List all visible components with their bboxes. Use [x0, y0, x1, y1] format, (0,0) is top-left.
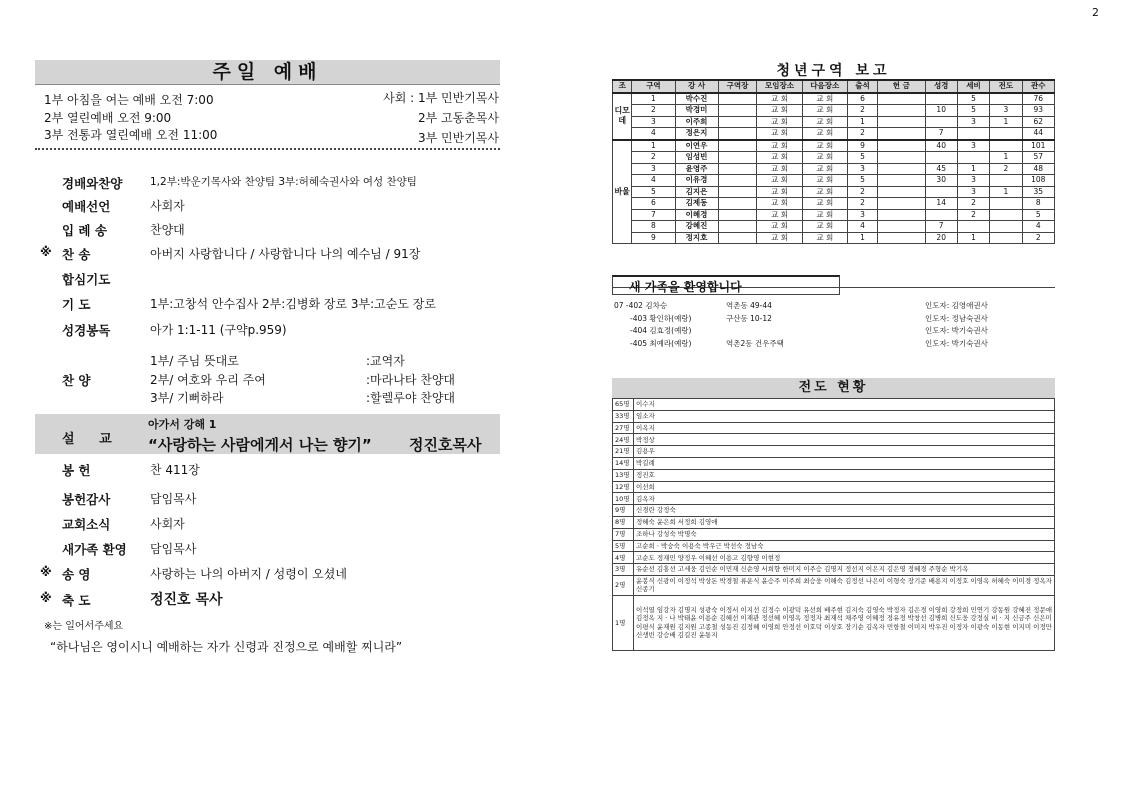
- report-cell: 1: [957, 163, 989, 175]
- report-cell: [990, 198, 1022, 210]
- order-text: 1부:고창석 안수집사 2부:김병화 장로 3부:고순도 장로: [150, 297, 436, 311]
- welcome-name: -404 김효정(예랑): [630, 326, 692, 335]
- report-cell: 2: [632, 152, 675, 164]
- report-cell: 이혜경: [675, 209, 718, 221]
- report-cell: 48: [1022, 163, 1054, 175]
- welcome-name: -403 황인하(예랑): [630, 314, 692, 323]
- order-label: 봉 헌: [62, 463, 91, 478]
- report-cell: 교 회: [802, 140, 847, 152]
- report-cell: 교 회: [757, 198, 802, 210]
- praise-item: 1부/ 주님 뜻대로: [150, 354, 239, 368]
- report-cell: 교 회: [802, 232, 847, 244]
- report-cell: 정지호: [675, 232, 718, 244]
- worship-title: 주일 예배: [35, 60, 500, 85]
- report-cell: [878, 186, 925, 198]
- report-cell: [718, 163, 757, 175]
- order-text: 사회자: [150, 199, 185, 213]
- scripture-quote: “하나님은 영이시니 예배하는 자가 신령과 진정으로 예배할 찌니라”: [50, 640, 403, 654]
- report-cell: 1: [990, 116, 1022, 128]
- report-cell: 교 회: [757, 186, 802, 198]
- report-cell: 9: [632, 232, 675, 244]
- report-cell: 57: [1022, 152, 1054, 164]
- host-3: 3부 민반기목사: [417, 131, 499, 145]
- praise-item: 2부/ 여호와 우리 주여: [150, 373, 266, 387]
- report-cell: 교 회: [802, 175, 847, 187]
- report-cell: 교 회: [802, 93, 847, 105]
- report-cell: 1: [990, 186, 1022, 198]
- report-cell: [957, 221, 989, 233]
- welcome-guide: 인도자: 박기숙권사: [925, 339, 988, 348]
- report-cell: 임성빈: [675, 152, 718, 164]
- report-cell: [957, 152, 989, 164]
- welcome-name: -405 최예라(예랑): [630, 339, 692, 348]
- praise-by: :마라나타 찬양대: [366, 373, 456, 387]
- page-number: 2: [1092, 6, 1099, 19]
- report-header-cell: 전도: [990, 80, 1022, 93]
- report-cell: 교 회: [757, 128, 802, 140]
- order-text: 아버지 사랑합니다 / 사랑합니다 나의 예수님 / 91장: [150, 247, 421, 261]
- report-cell: [878, 105, 925, 117]
- report-row: [613, 105, 1055, 117]
- host-1: 사회 : 1부 민반기목사: [383, 91, 499, 105]
- evangelism-count: 9명: [613, 505, 634, 517]
- report-cell: 14: [925, 198, 957, 210]
- report-cell: 교 회: [757, 93, 802, 105]
- evangelism-row: [613, 595, 1055, 650]
- service-time-2: 2부 열린예배 오전 9:00: [44, 111, 172, 125]
- report-cell: 교 회: [757, 221, 802, 233]
- report-cell: [878, 232, 925, 244]
- order-label: 교회소식: [62, 517, 111, 532]
- report-cell: 교 회: [757, 232, 802, 244]
- report-cell: 2: [632, 105, 675, 117]
- order-label: 송 영: [62, 567, 91, 582]
- report-cell: [718, 209, 757, 221]
- report-cell: 45: [925, 163, 957, 175]
- report-cell: [878, 198, 925, 210]
- stand-mark: ※: [40, 245, 52, 259]
- report-cell: [718, 186, 757, 198]
- service-time-3: 3부 전통과 열린예배 오전 11:00: [44, 128, 218, 142]
- report-cell: 이유경: [675, 175, 718, 187]
- evangelism-count: 21명: [613, 446, 634, 458]
- report-header-cell: 조: [613, 80, 632, 93]
- evangelism-names: 이옥지: [634, 422, 1055, 434]
- report-cell: [925, 209, 957, 221]
- report-cell: 2: [847, 186, 877, 198]
- youth-report-title: 청년구역 보고: [776, 63, 891, 79]
- report-cell: 1: [957, 232, 989, 244]
- report-cell: 4: [847, 221, 877, 233]
- order-label: 예배선언: [62, 199, 111, 214]
- evangelism-count: 8명: [613, 516, 634, 528]
- order-text: 찬양대: [150, 223, 185, 237]
- report-cell: 6: [632, 198, 675, 210]
- report-cell: [718, 232, 757, 244]
- report-cell: [878, 128, 925, 140]
- evangelism-names: 김용우: [634, 446, 1055, 458]
- report-cell: 4: [1022, 221, 1054, 233]
- order-label: 합심기도: [62, 272, 111, 287]
- evangelism-names: 조하나 강성숙 박명숙: [634, 528, 1055, 540]
- report-group-name: 바울: [613, 140, 632, 244]
- evangelism-names: 유순선 김홍선 고세웅 김인순 이민재 신순영 서희향 한미지 이주승 김명지 정선지 이은지 김은영 정혜경 주형순 박기옥: [634, 564, 1055, 576]
- evangelism-row: [613, 540, 1055, 552]
- evangelism-table: [612, 398, 1055, 651]
- evangelism-count: 27명: [613, 422, 634, 434]
- report-cell: 2: [957, 209, 989, 221]
- report-cell: 교 회: [757, 175, 802, 187]
- evangelism-row: [613, 575, 1055, 595]
- evangelism-row: [613, 516, 1055, 528]
- report-header-cell: 헌 금: [878, 80, 925, 93]
- evangelism-row: [613, 552, 1055, 564]
- report-cell: [718, 116, 757, 128]
- report-cell: 박경미: [675, 105, 718, 117]
- report-header-cell: 성경: [925, 80, 957, 93]
- report-cell: [718, 140, 757, 152]
- report-cell: 교 회: [802, 105, 847, 117]
- report-cell: 2: [990, 163, 1022, 175]
- evangelism-count: 5명: [613, 540, 634, 552]
- report-cell: 교 회: [802, 221, 847, 233]
- evangelism-count: 12명: [613, 481, 634, 493]
- report-header-cell: 모임장소: [757, 80, 802, 93]
- sermon-title: “사랑하는 사람에게서 나는 향기”: [148, 436, 372, 454]
- evangelism-names: 신경란 강정숙: [634, 505, 1055, 517]
- report-cell: [957, 128, 989, 140]
- evangelism-count: 14명: [613, 457, 634, 469]
- welcome-address: 역촌동 49-44: [726, 301, 772, 310]
- report-cell: 교 회: [802, 163, 847, 175]
- evangelism-count: 2명: [613, 575, 634, 595]
- sermon-label: 설 교: [62, 432, 122, 447]
- report-group-name: 디모데: [613, 93, 632, 140]
- report-row: [613, 209, 1055, 221]
- report-cell: 3: [847, 209, 877, 221]
- report-cell: [718, 152, 757, 164]
- report-cell: [925, 152, 957, 164]
- divider: [35, 148, 500, 150]
- evangelism-names: 이선희: [634, 481, 1055, 493]
- report-cell: 교 회: [757, 140, 802, 152]
- report-cell: [718, 175, 757, 187]
- report-row: [613, 116, 1055, 128]
- evangelism-names: 이수지: [634, 399, 1055, 411]
- evangelism-title: 전도 현황: [612, 378, 1055, 398]
- report-row: [613, 175, 1055, 187]
- report-cell: [990, 209, 1022, 221]
- stand-mark: ※: [40, 591, 52, 605]
- report-cell: 5: [957, 93, 989, 105]
- welcome-guide: 인도자: 김영애권사: [925, 301, 988, 310]
- report-header-cell: 구역: [632, 80, 675, 93]
- service-time-1: 1부 아침을 여는 예배 오전 7:00: [44, 93, 214, 107]
- welcome-address: 역촌2동 건우주택: [726, 339, 784, 348]
- report-cell: 8: [1022, 198, 1054, 210]
- evangelism-count: 33명: [613, 410, 634, 422]
- evangelism-count: 13명: [613, 469, 634, 481]
- order-label: 봉헌감사: [62, 492, 111, 507]
- report-cell: [990, 175, 1022, 187]
- evangelism-row: [613, 528, 1055, 540]
- report-cell: [878, 152, 925, 164]
- report-cell: [925, 93, 957, 105]
- evangelism-names: 박길례: [634, 457, 1055, 469]
- report-cell: [878, 175, 925, 187]
- report-cell: 2: [1022, 232, 1054, 244]
- evangelism-row: [613, 410, 1055, 422]
- report-cell: 교 회: [757, 105, 802, 117]
- report-cell: [878, 163, 925, 175]
- evangelism-names: 고순희 · 박숭숙 이용숙 박우근 박선숙 정남숙: [634, 540, 1055, 552]
- report-cell: 교 회: [802, 186, 847, 198]
- report-cell: [718, 105, 757, 117]
- report-cell: 5: [1022, 209, 1054, 221]
- report-cell: 4: [632, 175, 675, 187]
- report-cell: [925, 186, 957, 198]
- order-label: 기 도: [62, 297, 91, 312]
- report-header-cell: 관수: [1022, 80, 1054, 93]
- order-text: 사랑하는 나의 아버지 / 성령이 오셨네: [150, 567, 347, 581]
- report-cell: 2: [847, 105, 877, 117]
- report-cell: 윤영주: [675, 163, 718, 175]
- report-row: [613, 128, 1055, 140]
- report-cell: 김제동: [675, 198, 718, 210]
- report-cell: 40: [925, 140, 957, 152]
- report-header-cell: 구역장: [718, 80, 757, 93]
- report-cell: 3: [632, 163, 675, 175]
- report-row: [613, 140, 1055, 152]
- evangelism-row: [613, 399, 1055, 411]
- report-header-cell: 출석: [847, 80, 877, 93]
- report-cell: 1: [632, 140, 675, 152]
- report-cell: 교 회: [802, 116, 847, 128]
- report-cell: 1: [632, 93, 675, 105]
- evangelism-row: [613, 481, 1055, 493]
- report-cell: [990, 232, 1022, 244]
- order-label: 찬 송: [62, 247, 91, 262]
- evangelism-row: [613, 422, 1055, 434]
- report-row: [613, 198, 1055, 210]
- report-cell: 44: [1022, 128, 1054, 140]
- evangelism-row: [613, 457, 1055, 469]
- report-cell: 7: [925, 221, 957, 233]
- report-cell: 5: [847, 152, 877, 164]
- report-cell: 62: [1022, 116, 1054, 128]
- report-cell: [878, 140, 925, 152]
- evangelism-names: 김옥자: [634, 493, 1055, 505]
- evangelism-row: [613, 446, 1055, 458]
- report-cell: 35: [1022, 186, 1054, 198]
- order-text: 사회자: [150, 517, 185, 531]
- order-text: 아가 1:1-11 (구약p.959): [150, 323, 287, 337]
- report-row: [613, 152, 1055, 164]
- report-cell: 1: [990, 152, 1022, 164]
- report-row: [613, 221, 1055, 233]
- evangelism-names: 박정상: [634, 434, 1055, 446]
- report-cell: 5: [957, 105, 989, 117]
- report-cell: 박수진: [675, 93, 718, 105]
- report-cell: 93: [1022, 105, 1054, 117]
- report-cell: [990, 221, 1022, 233]
- report-cell: 6: [847, 93, 877, 105]
- evangelism-count: 24명: [613, 434, 634, 446]
- report-cell: 108: [1022, 175, 1054, 187]
- report-cell: 2: [957, 198, 989, 210]
- report-cell: [990, 140, 1022, 152]
- host-2: 2부 고동춘목사: [417, 111, 499, 125]
- evangelism-names: 임소자: [634, 410, 1055, 422]
- report-cell: 7: [632, 209, 675, 221]
- report-cell: 3: [957, 175, 989, 187]
- report-cell: 교 회: [802, 128, 847, 140]
- report-cell: 강혜진: [675, 221, 718, 233]
- sermon-preacher: 정진호목사: [409, 436, 482, 454]
- report-cell: 20: [925, 232, 957, 244]
- report-cell: 교 회: [802, 198, 847, 210]
- report-cell: 4: [632, 128, 675, 140]
- evangelism-row: [613, 469, 1055, 481]
- report-cell: 교 회: [757, 152, 802, 164]
- order-label: 경배와찬양: [62, 176, 123, 191]
- evangelism-count: 3명: [613, 564, 634, 576]
- report-cell: [718, 198, 757, 210]
- report-cell: 5: [847, 175, 877, 187]
- report-cell: 2: [847, 128, 877, 140]
- evangelism-names: 정진호: [634, 469, 1055, 481]
- report-cell: [925, 116, 957, 128]
- evangelism-row: [613, 564, 1055, 576]
- report-header-cell: 다음장소: [802, 80, 847, 93]
- youth-report-table: [612, 79, 1055, 244]
- report-cell: [718, 221, 757, 233]
- evangelism-names: 이석열 임강자 김명지 성광숙 이정서 이지선 김정수 이광덕 유선희 배주현 김지숙 김영숙 박정자 김은경 이영희 강정희 민연기 강동원 강혜진 정문애 김정옥 지 · 나 박태윤 이용순 김혜선 이재관 정선혜 이영옥 정정자 최재석 채주영 이혜정 정유정 박창선 김병희 신도웅 강정실 비 · 지 신금주 신은미 이평식 윤재원 김지원 고종철 성동진 김정혜 이영희 안정선 이호덕 이상호 장기순 김옥자 민항철 이미지 박우진 이정자 이광숙 이동현 이지미 이정만 신생빈 강승배 김길진 윤통지: [634, 595, 1055, 650]
- report-cell: 교 회: [802, 152, 847, 164]
- order-text: 1,2부:박운기목사와 찬양팀 3부:허혜숙권사와 여성 찬양팀: [150, 176, 417, 188]
- sermon-series: 아가서 강해 1: [148, 418, 217, 431]
- report-row: [613, 186, 1055, 198]
- evangelism-names: 고순도 정재민 양정우 이혜선 이용고 김향영 이현정: [634, 552, 1055, 564]
- report-cell: 3: [990, 105, 1022, 117]
- evangelism-row: [613, 505, 1055, 517]
- order-label: 입 례 송: [62, 223, 107, 238]
- report-cell: 3: [632, 116, 675, 128]
- report-row: [613, 232, 1055, 244]
- report-row: [613, 93, 1055, 105]
- evangelism-count: 10명: [613, 493, 634, 505]
- evangelism-count: 7명: [613, 528, 634, 540]
- report-cell: 8: [632, 221, 675, 233]
- report-cell: [878, 93, 925, 105]
- report-cell: [718, 128, 757, 140]
- report-cell: 교 회: [802, 209, 847, 221]
- report-cell: 김지은: [675, 186, 718, 198]
- report-cell: 1: [847, 116, 877, 128]
- report-cell: 3: [957, 116, 989, 128]
- welcome-guide: 인도자: 박기숙권사: [925, 326, 988, 335]
- welcome-address: 구산동 10-12: [726, 314, 772, 323]
- report-cell: 이연우: [675, 140, 718, 152]
- report-cell: 7: [925, 128, 957, 140]
- welcome-name: 07 -402 김차승: [614, 301, 668, 310]
- welcome-guide: 인도자: 정남숙권사: [925, 314, 988, 323]
- evangelism-count: 1명: [613, 595, 634, 650]
- evangelism-names: 정혜숙 윤은희 서정희 김영애: [634, 516, 1055, 528]
- report-cell: [990, 128, 1022, 140]
- report-cell: 교 회: [757, 163, 802, 175]
- report-cell: 76: [1022, 93, 1054, 105]
- stand-note: ※는 일어서주세요: [44, 621, 124, 632]
- stand-mark: ※: [40, 565, 52, 579]
- report-cell: 10: [925, 105, 957, 117]
- report-cell: [878, 221, 925, 233]
- report-cell: 3: [957, 186, 989, 198]
- report-cell: [718, 93, 757, 105]
- order-label: 축 도: [62, 593, 91, 608]
- report-cell: 30: [925, 175, 957, 187]
- report-row: [613, 163, 1055, 175]
- welcome-title: 새 가족을 환영합니다: [612, 275, 840, 295]
- report-header-cell: 세비: [957, 80, 989, 93]
- report-cell: [878, 209, 925, 221]
- report-cell: 101: [1022, 140, 1054, 152]
- report-cell: 1: [847, 232, 877, 244]
- evangelism-names: 윤봉식 신광이 이정석 박상돈 박경철 류운식 윤승주 이주희 최승웅 이해숙 김정선 나은이 이형숙 장기준 배용지 이정호 이영옥 허혜숙 이미경 정옥자 신종기: [634, 575, 1055, 595]
- report-cell: 3: [847, 163, 877, 175]
- report-cell: 교 회: [757, 209, 802, 221]
- order-text: 찬 411장: [150, 463, 200, 477]
- report-cell: 3: [957, 140, 989, 152]
- order-text: 정진호 목사: [150, 592, 223, 608]
- report-cell: [878, 116, 925, 128]
- order-label: 성경봉독: [62, 323, 111, 338]
- report-cell: [990, 93, 1022, 105]
- order-label: 새가족 환영: [62, 542, 127, 557]
- order-text: 담임목사: [150, 542, 197, 556]
- report-cell: 교 회: [757, 116, 802, 128]
- report-cell: 정은지: [675, 128, 718, 140]
- report-cell: 이주희: [675, 116, 718, 128]
- praise-by: :교역자: [366, 354, 405, 368]
- praise-label: 찬 양: [62, 373, 91, 388]
- evangelism-count: 65명: [613, 399, 634, 411]
- report-cell: 5: [632, 186, 675, 198]
- evangelism-row: [613, 434, 1055, 446]
- evangelism-row: [613, 493, 1055, 505]
- praise-item: 3부/ 기뻐하라: [150, 391, 224, 405]
- report-cell: 2: [847, 198, 877, 210]
- evangelism-count: 4명: [613, 552, 634, 564]
- praise-by: :할렐루야 찬양대: [366, 391, 456, 405]
- report-cell: 9: [847, 140, 877, 152]
- order-text: 담임목사: [150, 492, 197, 506]
- report-header-cell: 강 사: [675, 80, 718, 93]
